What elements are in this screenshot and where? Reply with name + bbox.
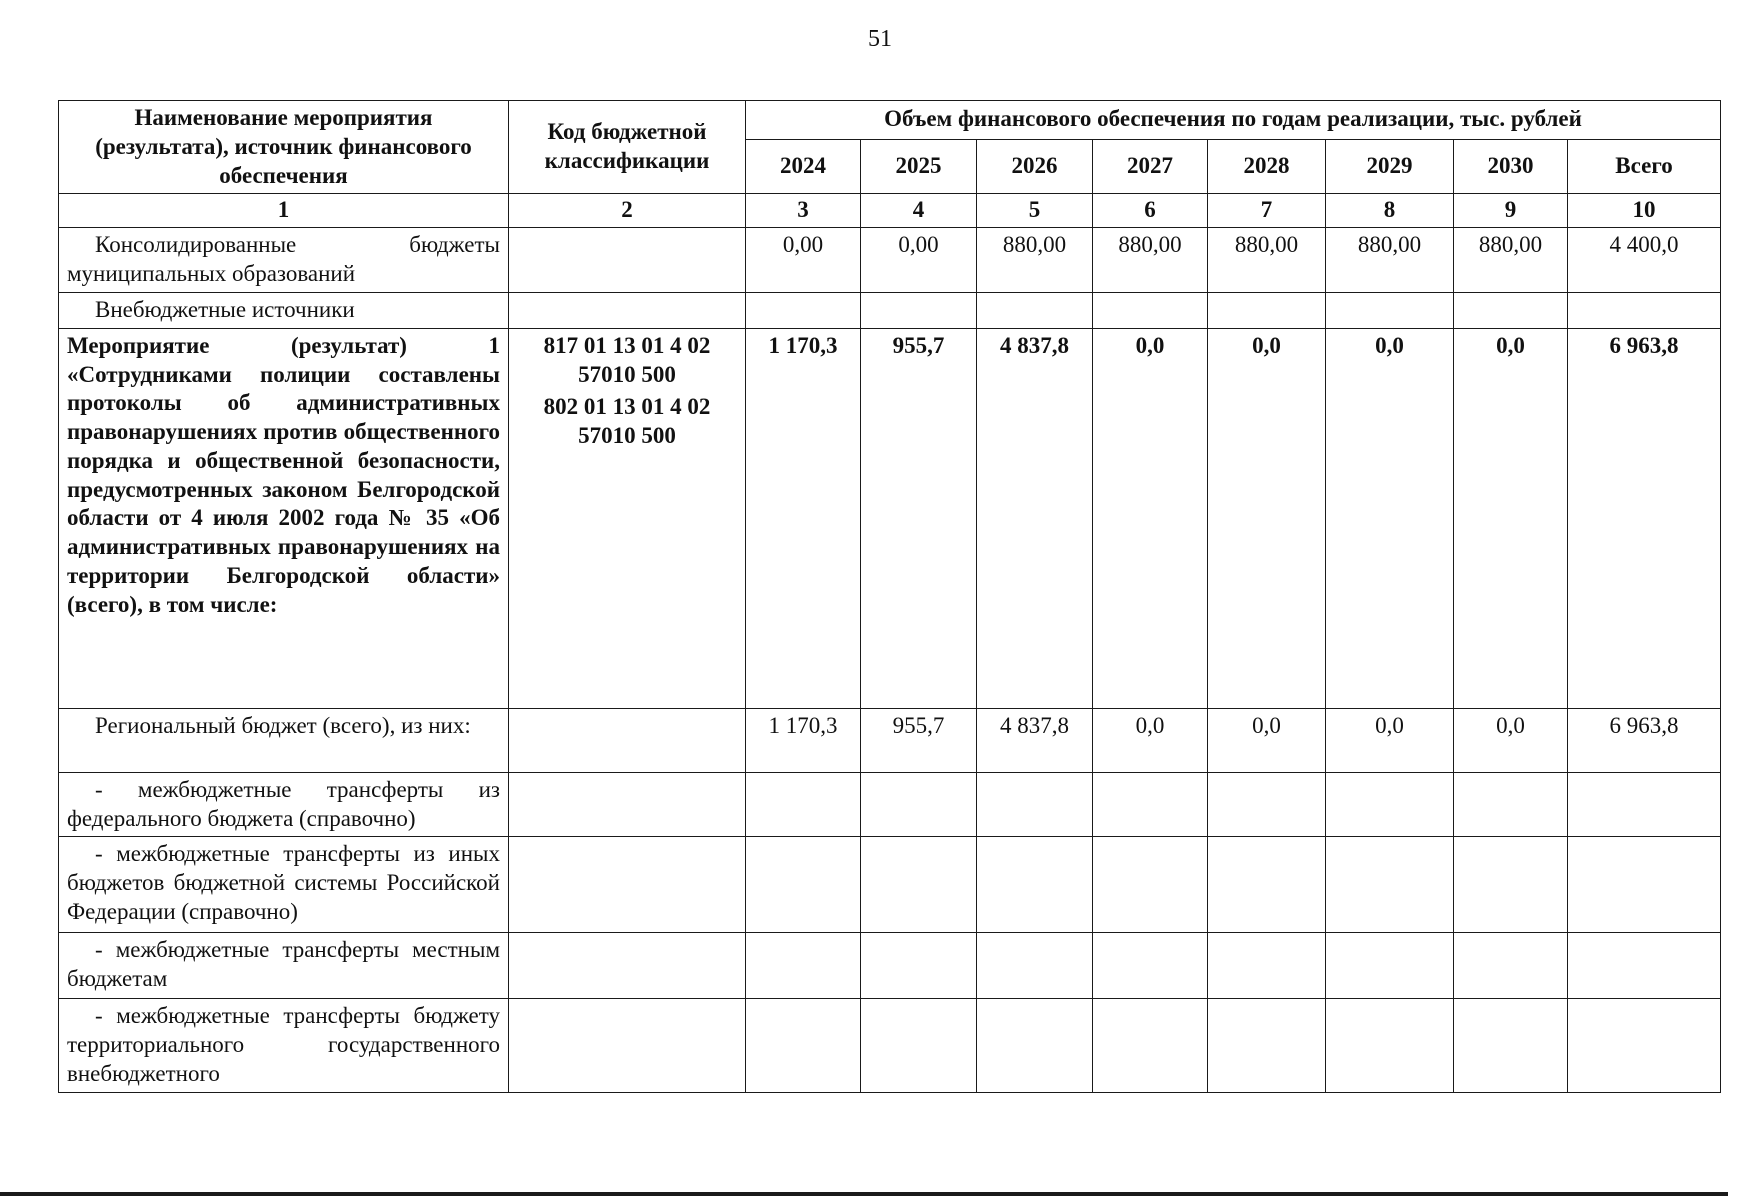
row-total: 6 963,8 (1568, 708, 1721, 772)
column-number: 2 (509, 194, 746, 228)
row-value (861, 933, 977, 999)
row-value: 0,0 (1208, 328, 1326, 708)
row-value (861, 837, 977, 933)
row-value (1093, 772, 1208, 837)
row-value: 4 837,8 (977, 708, 1093, 772)
row-total (1568, 837, 1721, 933)
row-code (509, 933, 746, 999)
row-code (509, 837, 746, 933)
row-total (1568, 999, 1721, 1092)
row-code (509, 772, 746, 837)
table-row (59, 228, 1721, 293)
row-name: Внебюджетные источники (59, 292, 509, 328)
row-value (1208, 837, 1326, 933)
row-value (1208, 292, 1326, 328)
row-value: 955,7 (861, 328, 977, 708)
row-total: 4 400,0 (1568, 228, 1721, 293)
header-year: 2028 (1208, 139, 1326, 194)
row-value (1454, 837, 1568, 933)
row-value: 0,0 (1454, 328, 1568, 708)
table-row (59, 933, 1721, 999)
row-value (1208, 999, 1326, 1092)
row-total (1568, 933, 1721, 999)
row-value: 880,00 (1454, 228, 1568, 293)
row-value (1093, 837, 1208, 933)
header-year: 2027 (1093, 139, 1208, 194)
header-year: 2025 (861, 139, 977, 194)
row-value: 0,00 (746, 228, 861, 293)
row-value (1208, 933, 1326, 999)
row-value (861, 999, 977, 1092)
row-name: - межбюджетные трансферты из иных бюджетов бюджетной системы Российской Федерации (справочно) (59, 837, 509, 933)
column-number: 7 (1208, 194, 1326, 228)
row-total (1568, 772, 1721, 837)
row-value: 0,0 (1326, 708, 1454, 772)
financing-table (58, 100, 1721, 1093)
bottom-rule (0, 1192, 1728, 1196)
table-row (59, 292, 1721, 328)
row-value (1454, 933, 1568, 999)
row-value (1326, 933, 1454, 999)
row-value (977, 837, 1093, 933)
column-number: 9 (1454, 194, 1568, 228)
row-code (509, 999, 746, 1092)
header-year: 2026 (977, 139, 1093, 194)
column-number: 8 (1326, 194, 1454, 228)
column-number: 3 (746, 194, 861, 228)
row-value (1326, 999, 1454, 1092)
table-row (59, 837, 1721, 933)
row-name: Консолидированные бюджеты муниципальных образований (59, 228, 509, 293)
row-value (746, 292, 861, 328)
row-value (1093, 999, 1208, 1092)
row-code (509, 708, 746, 772)
header-year: 2030 (1454, 139, 1568, 194)
row-value (1093, 292, 1208, 328)
row-value: 0,0 (1093, 328, 1208, 708)
row-total (1568, 292, 1721, 328)
row-code (509, 292, 746, 328)
column-number: 4 (861, 194, 977, 228)
row-value (746, 933, 861, 999)
header-total: Всего (1568, 139, 1721, 194)
column-number: 5 (977, 194, 1093, 228)
row-value (1454, 999, 1568, 1092)
row-value: 0,0 (1326, 328, 1454, 708)
row-value (1093, 933, 1208, 999)
row-value (1454, 292, 1568, 328)
row-value (977, 933, 1093, 999)
row-value (746, 999, 861, 1092)
row-value: 880,00 (1326, 228, 1454, 293)
row-value (1326, 837, 1454, 933)
row-name: - межбюджетные трансферты местным бюджетам (59, 933, 509, 999)
row-value: 880,00 (1208, 228, 1326, 293)
row-code (509, 328, 746, 708)
row-value (977, 292, 1093, 328)
row-value (746, 772, 861, 837)
row-value: 0,0 (1208, 708, 1326, 772)
row-value: 880,00 (1093, 228, 1208, 293)
row-value (977, 772, 1093, 837)
row-value (1208, 772, 1326, 837)
page-number: 51 (868, 26, 892, 52)
row-value (1326, 772, 1454, 837)
row-value (746, 837, 861, 933)
row-code (509, 228, 746, 293)
row-value (1326, 292, 1454, 328)
row-name: - межбюджетные трансферты бюджету территориального государственного внебюджетного (59, 999, 509, 1092)
row-total: 6 963,8 (1568, 328, 1721, 708)
column-number: 1 (59, 194, 509, 228)
row-value (861, 292, 977, 328)
table-row (59, 999, 1721, 1092)
row-value: 0,00 (861, 228, 977, 293)
budget-code: 802 01 13 01 4 02 57010 500 (543, 394, 711, 448)
budget-code: 817 01 13 01 4 02 57010 500 (543, 332, 711, 387)
row-value: 955,7 (861, 708, 977, 772)
row-value: 880,00 (977, 228, 1093, 293)
row-value: 0,0 (1093, 708, 1208, 772)
row-value: 1 170,3 (746, 328, 861, 708)
table-row (59, 772, 1721, 837)
header-year: 2024 (746, 139, 861, 194)
row-value (1454, 772, 1568, 837)
row-name: - межбюджетные трансферты из федерального бюджета (справочно) (59, 772, 509, 837)
table-row (59, 328, 1721, 708)
row-value: 0,0 (1454, 708, 1568, 772)
row-name: Мероприятие (результат) 1 «Сотрудниками полиции составлены протоколы об административных правонарушениях против общественного порядка и общественной безопасности, предусмотренных законом Белгородской области от 4 июля 2002 года № 35 «Об административных правонарушениях на территории Белгородской области» (всего), в том числе: (59, 328, 509, 708)
row-name: Региональный бюджет (всего), из них: (59, 708, 509, 772)
header-name: Наименование мероприятия (результата), источник финансового обеспечения (59, 101, 509, 194)
header-volume: Объем финансового обеспечения по годам реализации, тыс. рублей (746, 101, 1721, 140)
row-value: 4 837,8 (977, 328, 1093, 708)
row-value (977, 999, 1093, 1092)
column-number: 10 (1568, 194, 1721, 228)
table-row (59, 708, 1721, 772)
header-year: 2029 (1326, 139, 1454, 194)
row-value: 1 170,3 (746, 708, 861, 772)
row-value (861, 772, 977, 837)
column-number: 6 (1093, 194, 1208, 228)
header-code: Код бюджетной классификации (509, 101, 746, 194)
